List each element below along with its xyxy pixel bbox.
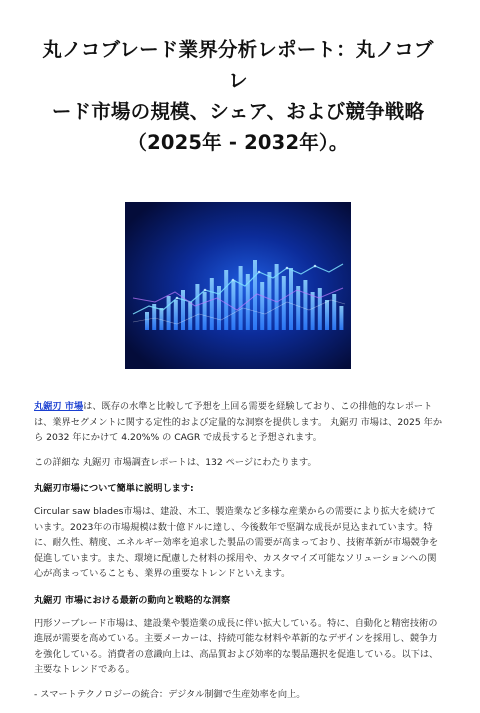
hero-bar [167,296,171,330]
hero-bar [224,270,228,330]
hero-bar [289,268,293,330]
section-body-trends: 円形ソーブレード市場は、建設業や製造業の成長に伴い拡大している。特に、自動化と精密技術の進展が需要を高めている。主要メーカーは、持続可能な材料や革新的なデザインを採用し、競争力を強化している。消費者の意識向上は、高品質および効率的な製品選択を促進している。以下は、主要なトレンドである。 [34,617,439,675]
hero-bar [203,292,207,330]
hero-bar [311,292,315,330]
hero-bar [159,308,163,330]
hero-bar [260,282,264,330]
hero-bar [210,278,214,330]
pages-note: この詳細な 丸鋸刃 市場調査レポートは、132 ページにわたります。 [34,456,317,468]
hero-bar [239,266,243,330]
financial-chart-illustration [125,202,351,369]
title-line-3: （2025年 - 2032年）。 [127,131,349,154]
hero-bar [231,280,235,330]
hero-bar [325,300,329,330]
document-page [0,34,480,713]
hero-bar [188,302,192,330]
hero-bar [195,284,199,330]
title-line-2: ード市場の規模、シェア、および競争戦略 [51,100,425,123]
hero-bar [267,272,271,330]
bullet-item: - スマートテクノロジーの統合：デジタル制御で生産効率を向上。 [34,688,306,700]
intro-paragraph [34,399,442,446]
hero-bar [145,312,149,330]
title-line-1: 丸ノコブレード業界分析レポート：丸ノコブレ [42,38,434,92]
hero-bar [339,306,343,330]
hero-bar [181,290,185,330]
hero-bar [296,286,300,330]
section-heading-overview: 丸鋸刃市場について簡単に説明します: [34,483,194,494]
hero-bar [318,288,322,330]
intro-text: は、既存の水準と比較して予想を上回る需要を経験しており、この排他的なレポートは、業界セグメントに関する定性的および定量的な洞察を提供します。 丸鋸刃 市場は、2025 年から 2032 年にかけて 4.20%% の CAGR で成長すると予想されます。 [34,401,443,443]
section-heading-trends: 丸鋸刃 市場における最新の動向と戦略的な洞察 [34,594,231,606]
section-body-overview: Circular saw blades市場は、建設、木工、製造業など多様な産業からの需要により拡大を続けています。2023年の市場規模は数十億ドルに達し、今後数年で堅調な成長が見込まれています。特に、耐久性、精度、エネルギー効率を追求した製品の需要が高まっており、技術革新が市場競争を促進しています。また、環境に配慮した材料の採用や、カスタマイズ可能なソリューションへの関心が高まっていることも、業界の重要なトレンドといえます。 [34,506,439,579]
hero-bar [332,294,336,330]
hero-bar [174,300,178,330]
market-link[interactable]: 丸鋸刃 市場 [34,401,84,412]
page-title [34,34,442,158]
hero-bar [303,280,307,330]
